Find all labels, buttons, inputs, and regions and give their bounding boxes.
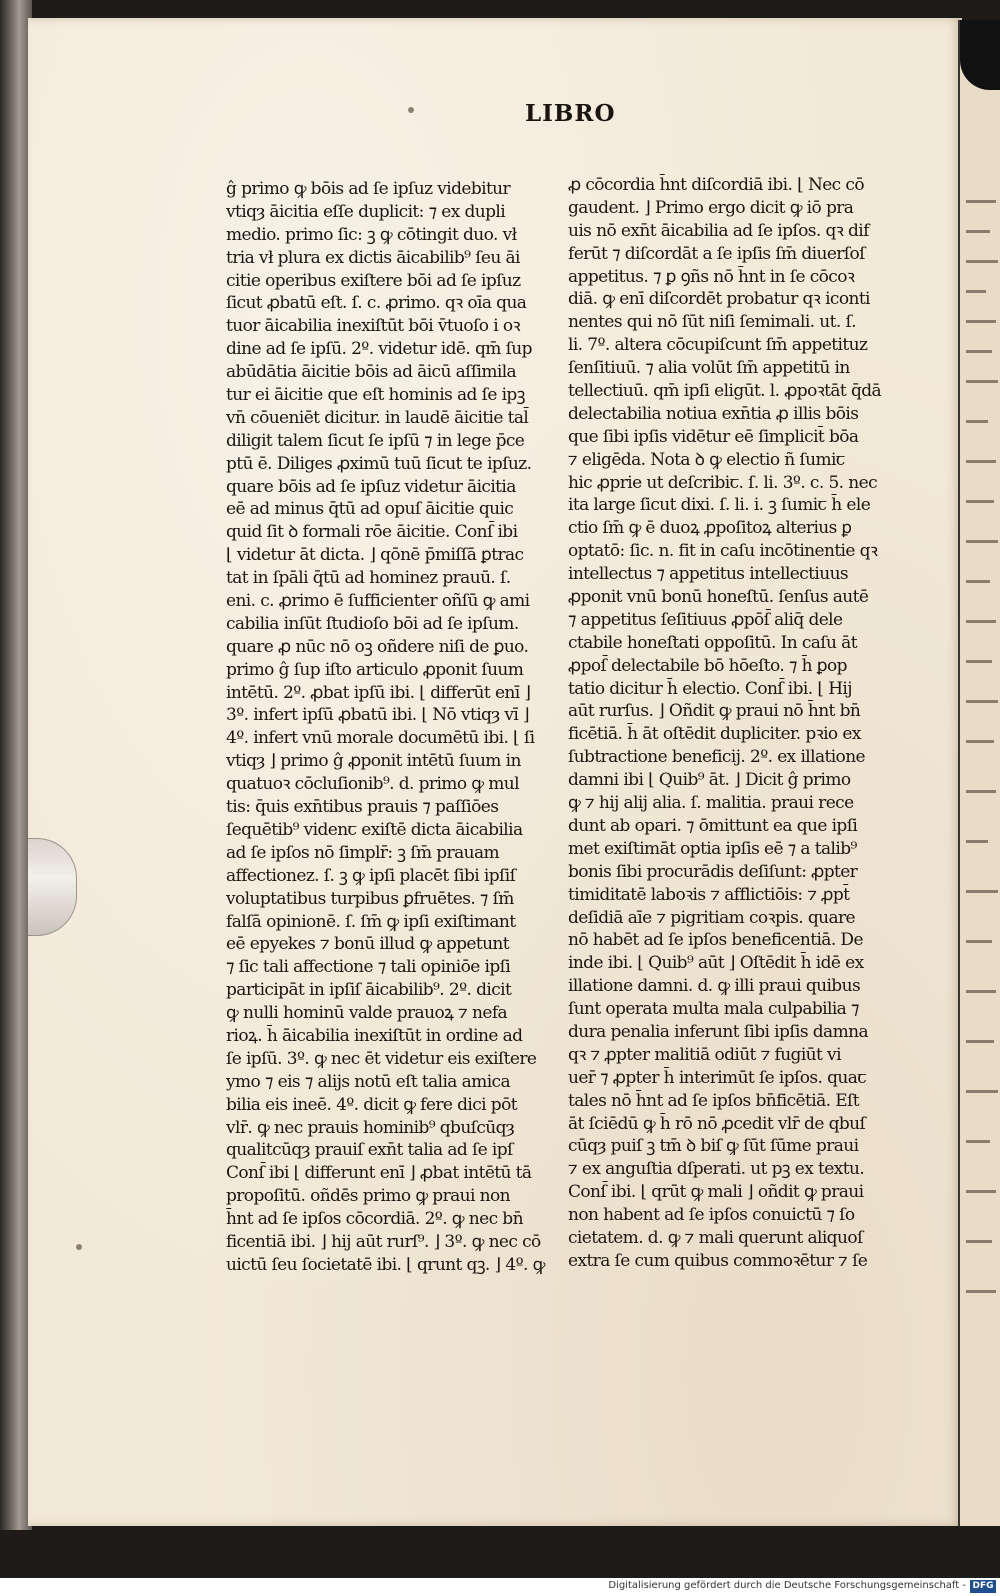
text-column-left — [226, 178, 546, 1277]
text-line: tellectiuū. qm̄ ipſi eligūt. l. ꝓpoꝛtāt q̄dā — [568, 381, 882, 402]
text-line: tuor āicabilia inexiſtūt bōi v̄tuoſo i oꝛ — [226, 316, 520, 337]
text-line: bilia eis ineē. 4º. dicit ꝙ fere dici pōt — [226, 1094, 517, 1115]
text-line: ymo ⁊ eis ⁊ alijs notū eſt talia amica — [226, 1071, 510, 1092]
text-line: illatione damni. d. ꝙ illi praui quibus — [568, 976, 861, 997]
text-line: vtiqȝ āicitia eſſe duplicit: ⁊ ex dupli — [226, 201, 506, 222]
text-line: extra ſe cum quibus commoꝛētur ⁊ ſe — [568, 1250, 868, 1271]
text-line: h̄nt ad ſe ipſos cōcordiā. 2º. ꝙ nec bn̄ — [226, 1209, 523, 1230]
text-line: quatuoꝛ cōcluſionib⁹. d. primo ꝙ mul — [226, 774, 519, 795]
text-line: vlr̄. ꝙ nec prauis hominib⁹ qbuſcūqȝ — [226, 1117, 515, 1138]
text-line: Conſ̄ ibi ⌊ differunt enī ⌋ ꝓbat intētū tā — [226, 1163, 532, 1184]
text-line: dunt ab opari. ⁊ ōmittunt ea que ipſi — [568, 815, 858, 836]
text-line: que ſibi ipſis vidētur eē ſimplicit̄ bōa — [568, 426, 859, 447]
text-line: diligit talem ſicut ſe ipſū ⁊ in lege p̄ce — [226, 430, 525, 451]
ink-dot — [76, 1244, 82, 1250]
text-line: ꝓponit vnū bonū honeſtū. ſenſus autē — [568, 587, 869, 608]
text-line: ctio ſm̄ ꝙ ē duoꝝ ꝓpoſitoꝝ alterius ꝑ — [568, 518, 852, 539]
text-line: ĝ primo ꝙ bōis ad ſe ipſuz videbitur — [226, 179, 511, 199]
text-line: aūt rurſus. ⌋ Oñdit ꝙ praui nō h̄nt bn̄ — [568, 701, 861, 722]
text-line: optatō: ſic. n. fit in caſu incōtinentie qꝛ — [568, 541, 878, 562]
text-line: vn̄ cōueniēt dicitur. in laudē āicitie tal̄ — [226, 407, 529, 428]
text-line: qualitcūqȝ prauiſ exn̄t talia ad ſe ipſ — [226, 1140, 513, 1161]
funding-credit: Digitalisierung gefördert durch die Deutsche Forschungsgemeinschaft - — [608, 1580, 966, 1591]
text-line: ⁊ appetitus ſeſitiuus ꝓpōſ̄ aliq̄ dele — [568, 609, 843, 630]
text-line: ſe ipſū. 3º. ꝙ nec ēt videtur eis exiſtere — [226, 1048, 537, 1069]
text-line: tis: q̄uis exn̄tibus prauis ⁊ paſſiōes — [226, 797, 499, 818]
text-line: participāt in ipſiſ āicabilib⁹. 2º. dicit — [226, 980, 512, 1001]
text-line: quare ꝓ nūc nō oꝫ oñdere niſi de ꝑuo. — [226, 636, 529, 657]
text-line: hic ꝓprie ut deſcribiꞇ. ſ. li. 3º. c. 5. nec — [568, 472, 878, 493]
text-line: deſidiā aīe ⁊ pigritiam coꝛpis. quare — [568, 907, 856, 928]
text-line: primo ĝ ſup iſto articulo ꝓponit ſuum — [226, 659, 524, 680]
text-line: quare bōis ad ſe ipſuz videtur āicitia — [226, 476, 516, 497]
text-line: ſubtractione beneficij. 2º. ex illatione — [568, 747, 865, 768]
text-line: ita large ſicut dixi. ſ. li. i. ꝫ ſumiꞇ h̄ ele — [568, 495, 871, 516]
text-line: gaudent. ⌋ Primo ergo dicit ꝙ iō pra — [568, 197, 854, 218]
text-line: ſunt operata multa mala culpabilia ⁊ — [568, 999, 859, 1020]
text-line: ferūt ⁊ diſcordāt a ſe ipſis ſm̄ diuerſoſ — [568, 243, 865, 264]
text-line: affectionez. ſ. ꝫ ꝙ ipſi placēt ſibi ipſiſ — [226, 865, 516, 886]
text-line: ficentiā ibi. ⌋ hij aūt rurſ⁹. ⌋ 3º. ꝙ nec cō — [226, 1231, 541, 1252]
text-line: ꝓpoſ̄ delectabile bō hōeſto. ⁊ h̄ ꝑop — [568, 655, 847, 676]
text-line: ſequētib⁹ videnꞇ exiſtē dicta āicabilia — [226, 819, 523, 840]
text-line: falſā opinionē. ſ. ſm̄ ꝙ ipſi exiſtimant — [226, 911, 516, 932]
text-line: uis nō exn̄t āicabilia ad ſe ipſos. qꝛ dif — [568, 220, 869, 241]
text-line: ⁊ ſic tali affectione ⁊ tali opiniōe ipſi — [226, 957, 511, 978]
text-line: ⁊ ex anguſtia dſperati. ut pꝫ ex textu. — [568, 1159, 865, 1180]
text-line: abūdātia āicitie bōis ad āicū aſſimila — [226, 362, 517, 383]
text-line: timiditatē laboꝛis ⁊ afflictiōis: ⁊ ꝓpt̄ — [568, 884, 850, 905]
text-line: propoſitū. oñdēs primo ꝙ praui non — [226, 1186, 510, 1207]
text-line: cūqȝ puiſ ꝫ tm̄ ꝺ biſ ꝙ ſūt ſūme praui — [568, 1136, 859, 1157]
text-line: ſicut ꝓbatū eſt. ſ. c. ꝓrimo. qꝛ oīa qua — [226, 293, 527, 314]
text-line: damni ibi ⌊ Quib⁹ āt. ⌋ Dicit ĝ primo — [568, 770, 851, 791]
text-line: tales nō h̄nt ad ſe ipſos bn̄ficētiā. Eſt — [568, 1090, 859, 1111]
text-line: vtiqȝ ⌋ primo ĝ ꝓponit intētū ſuum in — [226, 751, 521, 772]
text-line: tria vł plura ex dictis āicabilib⁹ ſeu āi — [226, 247, 520, 268]
text-line: dura penalia inferunt ſibi ipſis damna — [568, 1021, 868, 1042]
text-line: ficētiā. h̄ āt oſtēdit dupliciter. pꝛio ex — [568, 724, 861, 745]
text-line: diā. ꝙ enī diſcordēt probatur qꝛ iconti — [568, 289, 870, 310]
text-line: tatio dicitur h̄ electio. Conſ̄ ibi. ⌊ Hij — [568, 678, 852, 699]
text-line: ꝙ ⁊ hij alij alia. ſ. malitia. praui rece — [568, 793, 854, 814]
text-line: voluptatibus turpibus ꝑfruētes. ⁊ ſm̄ — [226, 888, 514, 909]
text-line: non habent ad ſe ipſos conuictū ⁊ ſo — [568, 1205, 855, 1226]
text-line: 4º. infert vnū morale documētū ibi. ⌊ ſi — [226, 728, 535, 749]
running-head: LIBRO — [525, 100, 616, 127]
text-line: medio. primo ſic: ꝫ ꝙ cōtingit duo. vł — [226, 224, 517, 245]
text-line: ctabile honeſtati oppoſitū. In caſu āt — [568, 632, 857, 653]
text-line: cietatem. d. ꝙ ⁊ mali querunt aliquoſ — [568, 1227, 863, 1248]
text-line: inde ibi. ⌊ Quib⁹ aūt ⌋ Oſtēdit h̄ idē ex — [568, 953, 864, 974]
text-line: tur ei āicitie que eſt hominis ad ſe ipꝫ — [226, 385, 525, 406]
text-line: ꝙ nulli hominū valde prauoꝝ ⁊ nefa — [226, 1003, 508, 1024]
dfg-logo: DFG — [970, 1580, 996, 1593]
text-line: 3º. infert ipſū ꝓbatū ibi. ⌊ Nō vtiqȝ vī ⌋ — [226, 705, 530, 726]
text-line: delectabilia notiua exn̄tia ꝓ illis bōis — [568, 403, 859, 424]
ink-dot — [408, 107, 414, 113]
text-line: eni. c. ꝓrimo ē ſufficienter oñſū ꝙ ami — [226, 591, 530, 612]
text-line: rioꝝ. h̄ āicabilia inexiſtūt in ordine ad — [226, 1025, 523, 1046]
text-line: ⌊ videtur āt dicta. ⌋ qōnē p̄miſſā ꝑtrac — [226, 545, 524, 566]
facing-page-edge — [958, 20, 1000, 1526]
text-line: tat in ſpāli q̄tū ad hominez prauū. ſ. — [226, 568, 511, 589]
text-line: appetitus. ⁊ ꝑ ꝯñs nō h̄nt in ſe cōcoꝛ — [568, 266, 855, 287]
text-line: qꝛ ⁊ ꝓpter malitiā odiūt ⁊ fugiūt vi — [568, 1044, 841, 1065]
text-column-right — [568, 174, 893, 1273]
text-line: ptū ē. Diliges ꝓximū tuū ſicut te ipſuz. — [226, 453, 532, 474]
text-line: met exiſtimāt optia ipſis eē ⁊ a talib⁹ — [568, 838, 857, 859]
text-line: quid ſit ꝺ formali rōe āicitie. Conſ̄ ibi — [226, 522, 518, 543]
text-line: ꝓ cōcordia h̄nt diſcordiā ibi. ⌊ Nec cō — [568, 175, 864, 195]
text-line: Conſ̄ ibi. ⌊ qrūt ꝙ mali ⌋ oñdit ꝙ praui — [568, 1182, 864, 1203]
text-line: eē ad minus q̄tū ad opuſ āicitie quic — [226, 499, 514, 520]
text-line: li. 7º. altera cōcupiſcunt ſm̄ appetituz — [568, 335, 868, 356]
text-line: uictū ſeu ſocietatē ibi. ⌊ qrunt qꝫ. ⌋ 4º. ꝙ — [226, 1254, 545, 1275]
text-line: cabilia inſūt ſtudioſo bōi ad ſe ipſum. — [226, 613, 519, 634]
text-line: intētū. 2º. ꝓbat ipſū ibi. ⌊ differūt enī ⌋ — [226, 682, 531, 703]
text-line: dine ad ſe ipſū. 2º. videtur idē. qm̄ ſup — [226, 339, 532, 360]
text-line: ⁊ eligēda. Nota ꝺ ꝙ electio ñ ſumiꞇ — [568, 449, 845, 470]
text-line: nentes qui nō ſūt niſi ſemimali. ut. ſ. — [568, 312, 856, 333]
text-line: bonis ſibi procurādis deſiſunt: ꝓpter — [568, 861, 858, 882]
text-line: āt ſciēdū ꝙ h̄ rō nō ꝓcedit vlr̄ de qbuſ — [568, 1113, 866, 1134]
text-line: nō habēt ad ſe ipſos beneficentiā. De — [568, 930, 863, 951]
scan-clasp — [28, 838, 77, 936]
text-line: uer̄ ⁊ ꝓpter h̄ interimūt ſe ipſos. quaꞇ — [568, 1067, 867, 1088]
text-line: ad ſe ipſos nō ſimplr̄: ꝫ ſm̄ prauam — [226, 842, 500, 863]
text-line: citie operibus exiſtere bōi ad ſe ipſuz — [226, 270, 521, 291]
text-line: intellectus ⁊ appetitus intellectiuus — [568, 564, 849, 585]
text-line: eē epyekes ⁊ bonū illud ꝙ appetunt — [226, 934, 510, 955]
text-line: ſenſitiuū. ⁊ alia volūt ſm̄ appetitū in — [568, 358, 850, 379]
